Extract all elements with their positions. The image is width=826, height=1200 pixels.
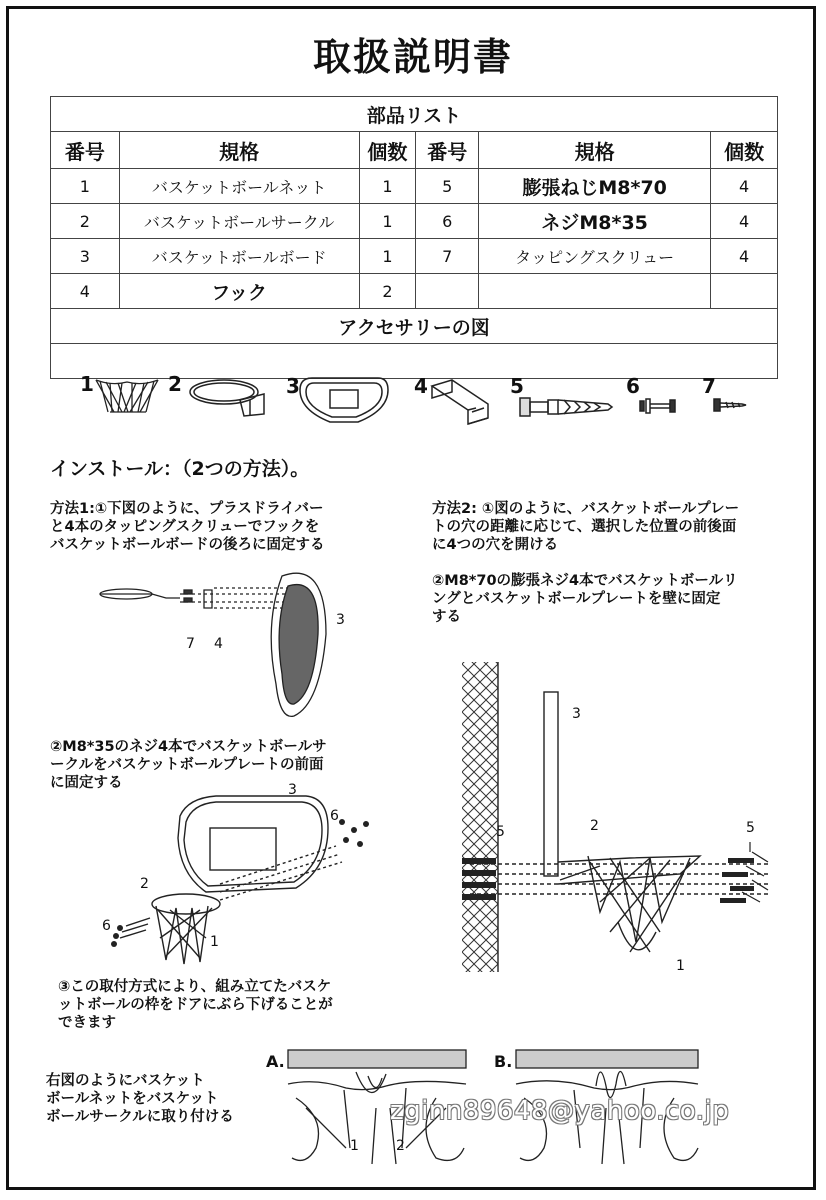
tapping-screw-illustration	[712, 396, 748, 414]
row-no-2: 5	[416, 169, 479, 204]
fig3-label-3: 3	[572, 706, 581, 722]
method2-step2-text: ②M8*70の膨張ネジ4本でバスケットボールリ ングとバスケットボールプレートを壁に固定 する	[432, 573, 738, 625]
table-row	[51, 239, 778, 274]
row-spec-2: 膨張ねじM8*70	[479, 169, 711, 204]
fig2-label-3: 3	[288, 782, 297, 798]
fig1-label-7: 7	[186, 636, 195, 652]
fig3-label-2: 2	[590, 818, 599, 834]
fig1-label-3: 3	[336, 612, 345, 628]
col-qty: 個数	[359, 132, 416, 169]
acc-num-2: 2	[168, 372, 182, 396]
row-no: 4	[51, 274, 120, 309]
acc-num-5: 5	[510, 374, 524, 398]
fig3-label-1: 1	[676, 958, 685, 974]
backboard-illustration	[296, 372, 392, 428]
page-title: 取扱説明書	[312, 35, 513, 79]
net-fig-a-label: A.	[266, 1052, 285, 1071]
install-heading: インストール：（2つの方法）。	[50, 458, 310, 480]
acc-num-7: 7	[702, 374, 716, 398]
net-fig-label-1: 1	[350, 1138, 359, 1154]
row-spec: フック	[119, 274, 359, 309]
row-spec-2	[479, 274, 711, 309]
net-illustration	[92, 376, 162, 416]
parts-list-header: 部品リスト	[51, 97, 778, 132]
acc-num-4: 4	[414, 374, 428, 398]
row-spec: バスケットボールボード	[119, 239, 359, 274]
row-spec: バスケットボールサークル	[119, 204, 359, 239]
hook-illustration	[428, 378, 500, 428]
row-qty-2: 4	[711, 239, 778, 274]
method1-step3-text: ③この取付方式により、組み立てたバスケ ットボールの枠をドアにぶら下げることが できます	[58, 979, 333, 1031]
row-no-2	[416, 274, 479, 309]
method1-step1-text: 方法1:①下図のように、プラスドライバー と4本のタッピングスクリューでフックを バスケットボールボードの後ろに固定する	[50, 501, 325, 553]
acc-num-1: 1	[80, 372, 94, 396]
row-qty-2: 4	[711, 169, 778, 204]
row-qty-2	[711, 274, 778, 309]
col-number-2: 番号	[416, 132, 479, 169]
fig2-label-1: 1	[210, 934, 219, 950]
watermark: zginn89648@yahoo.co.jp	[390, 1096, 730, 1126]
row-qty: 1	[359, 204, 416, 239]
fig2-label-2: 2	[140, 876, 149, 892]
fig2-label-6: 6	[330, 808, 339, 824]
row-no-2: 7	[416, 239, 479, 274]
row-spec: バスケットボールネット	[119, 169, 359, 204]
expansion-screw-illustration	[518, 392, 614, 422]
method2-figure	[450, 652, 790, 982]
row-spec-2: ネジM8*35	[479, 204, 711, 239]
col-qty-2: 個数	[711, 132, 778, 169]
method1-step2-text: ②M8*35のネジ4本でバスケットボールサ ークルをバスケットボールプレートの前面 に固定する	[50, 739, 327, 791]
table-row	[51, 204, 778, 239]
table-header-row	[51, 132, 778, 169]
row-qty-2: 4	[711, 204, 778, 239]
bolt-illustration	[638, 396, 678, 416]
table-row	[51, 274, 778, 309]
hoop-illustration	[184, 374, 270, 420]
net-fig-label-2: 2	[396, 1138, 405, 1154]
col-spec-2: 規格	[479, 132, 711, 169]
row-no: 3	[51, 239, 120, 274]
row-no: 2	[51, 204, 120, 239]
row-qty: 1	[359, 239, 416, 274]
acc-num-6: 6	[626, 374, 640, 398]
net-fig-b-label: B.	[494, 1052, 513, 1071]
fig3-label-5: 5	[496, 824, 505, 840]
table-row	[51, 169, 778, 204]
fig1-label-4: 4	[214, 636, 223, 652]
parts-table	[50, 96, 778, 379]
method2-step1-text: 方法2: ①図のように、バスケットボールプレー トの穴の距離に応じて、選択した位置の前後面 に4つの穴を開ける	[432, 501, 740, 553]
row-spec-2: タッピングスクリュー	[479, 239, 711, 274]
row-no-2: 6	[416, 204, 479, 239]
acc-num-3: 3	[286, 374, 300, 398]
row-qty: 2	[359, 274, 416, 309]
accessory-header: アクセサリーの図	[51, 309, 778, 344]
col-spec: 規格	[119, 132, 359, 169]
method1-figure1	[96, 564, 356, 724]
fig3-label-5b: 5	[746, 820, 755, 836]
row-no: 1	[51, 169, 120, 204]
row-qty: 1	[359, 169, 416, 204]
fig2-label-6b: 6	[102, 918, 111, 934]
col-number: 番号	[51, 132, 120, 169]
net-note-text: 右図のようにバスケット ボールネットをバスケット ボールサークルに取り付ける	[46, 1073, 234, 1125]
